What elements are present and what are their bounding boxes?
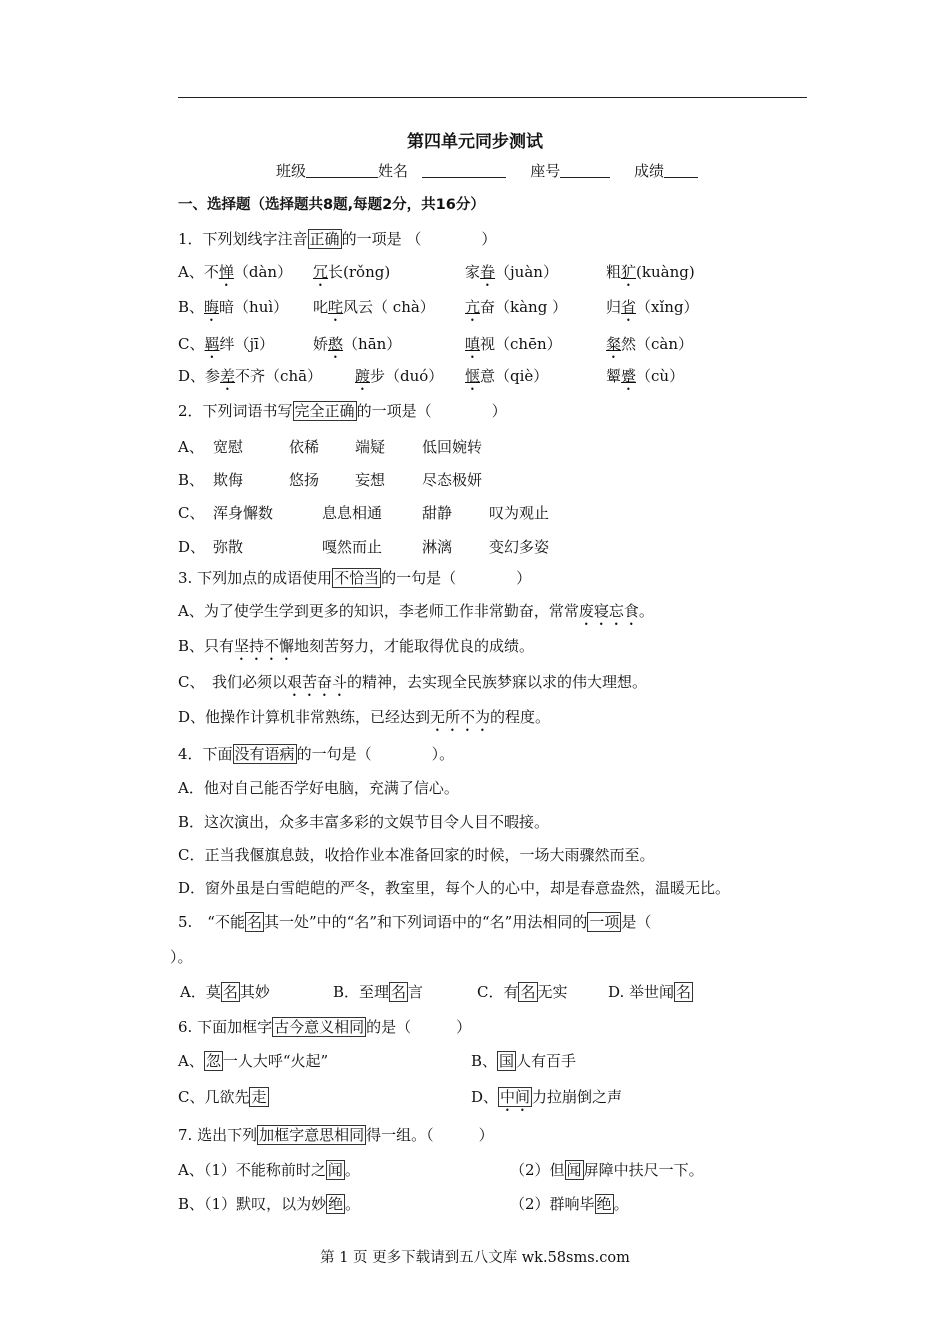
page-footer: 第 1 页 更多下载请到五八文库 wk.58sms.com bbox=[320, 1250, 630, 1266]
q6-option-d: D、 中间 力拉崩倒之声 bbox=[471, 1088, 623, 1106]
q3-option-d: D、他操作计算机非常熟练，已经达到无所不为的程度。 bbox=[178, 708, 551, 726]
q3-option-b: B、只有坚持不懈地刻苦努力，才能取得优良的成绩。 bbox=[178, 637, 535, 655]
q1-stem: 1．下列划线字注音 bbox=[178, 230, 308, 248]
q6-option-b: B、 国 人有百手 bbox=[471, 1052, 577, 1070]
q1-option-d3: 惬意（qiè） bbox=[465, 367, 549, 385]
q2-word: 宽慰 bbox=[213, 438, 244, 456]
question-7 bbox=[178, 1125, 494, 1145]
page-title: 第四单元同步测试 bbox=[407, 132, 543, 152]
q2-word: 淋漓 bbox=[422, 538, 453, 556]
q2-word: 尽态极妍 bbox=[422, 471, 483, 489]
seat-label: 座号 bbox=[530, 162, 561, 180]
q7-stem-end: 得一组。（ ） bbox=[366, 1126, 494, 1144]
q1-option-b3: 亢奋（kàng ） bbox=[465, 298, 568, 316]
q4-option-c: C．正当我偃旗息鼓，收拾作业本准备回家的时候，一场大雨骤然而至。 bbox=[178, 846, 655, 864]
seat-blank[interactable] bbox=[560, 162, 610, 178]
q1-option-c2: 娇憨（hān） bbox=[313, 335, 402, 353]
q2-option-d: D、 bbox=[178, 538, 206, 556]
q2-option-c: C、 bbox=[178, 504, 205, 522]
q4-stem-end: 的一句是（ ）。 bbox=[296, 745, 455, 763]
q2-keyword: 完全正确 bbox=[294, 402, 355, 420]
q3-stem: 3. 下列加点的成语使用 bbox=[178, 569, 333, 587]
q2-word: 息息相通 bbox=[322, 504, 383, 522]
question-1 bbox=[178, 229, 496, 249]
q4-option-a: A．他对自己能否学好电脑，充满了信心。 bbox=[178, 779, 459, 797]
q2-word: 依稀 bbox=[289, 438, 320, 456]
q4-keyword: 没有语病 bbox=[234, 745, 295, 763]
q2-word: 嘎然而止 bbox=[322, 538, 383, 556]
q1-option-c: C、羁绊（jī） bbox=[178, 335, 274, 353]
q1-option-a4: 粗犷(kuàng) bbox=[606, 263, 695, 281]
score-blank[interactable] bbox=[664, 162, 698, 178]
q4-option-d: D．窗外虽是白雪皑皑的严冬，教室里，每个人的心中，却是春意盎然，温暖无比。 bbox=[178, 879, 731, 897]
q3-option-c: C、 我们必须以艰苦奋斗的精神，去实现全民族梦寐以求的伟大理想。 bbox=[178, 673, 648, 691]
section-heading: 一、选择题（选择题共8题,每题2分，共16分） bbox=[178, 197, 485, 213]
q7-option-b2: （2）群响毕 绝 。 bbox=[510, 1195, 629, 1213]
q5-option-c: C．有 名 无实 bbox=[477, 983, 568, 1001]
q6-stem: 6. 下面加框字 bbox=[178, 1018, 273, 1036]
q1-option-d2: 踱步（duó） bbox=[355, 367, 444, 385]
q5-option-d: D. 举世闻 名 bbox=[608, 983, 692, 1001]
q1-option-a2: 冗长(rǒng) bbox=[313, 263, 391, 281]
q7-option-a2: （2）但 闻 屏障中扶尺一下。 bbox=[510, 1161, 704, 1179]
q2-word: 变幻多姿 bbox=[489, 538, 550, 556]
q6-option-a: A、 忽 一人大呼“火起” bbox=[178, 1052, 329, 1070]
q2-stem: 2．下列词语书写 bbox=[178, 402, 293, 420]
score-label: 成绩 bbox=[634, 162, 665, 180]
q1-option-c4: 粲然（càn） bbox=[606, 335, 694, 353]
q1-option-a: A、不惮（dàn） bbox=[178, 263, 293, 281]
q2-word: 端疑 bbox=[355, 438, 386, 456]
q6-stem-end: 的是（ ） bbox=[366, 1018, 472, 1036]
q1-option-d4: 颦蹙（cù） bbox=[606, 367, 685, 385]
q1-option-b2: 叱咤风云（ chà） bbox=[313, 298, 435, 316]
q2-word: 浑身懈数 bbox=[213, 504, 274, 522]
q1-stem-end: 的一项是 （ ） bbox=[341, 230, 497, 248]
q6-keyword: 古今意义相同 bbox=[274, 1018, 365, 1036]
q2-word: 欺侮 bbox=[213, 471, 244, 489]
q5-option-a: A．莫 名 其妙 bbox=[180, 983, 270, 1001]
q1-option-a3: 家眷（juàn） bbox=[465, 263, 558, 281]
q4-stem: 4．下面 bbox=[178, 745, 233, 763]
q6-option-c: C、几欲先 走 bbox=[178, 1088, 267, 1106]
question-6 bbox=[178, 1017, 471, 1037]
top-rule bbox=[178, 97, 807, 98]
q4-option-b: B．这次演出，众多丰富多彩的文娱节目令人目不暇接。 bbox=[178, 813, 550, 831]
q1-option-c3: 嗔视（chēn） bbox=[465, 335, 562, 353]
q3-stem-end: 的一句是（ ） bbox=[381, 569, 532, 587]
q1-option-d: D、参差不齐（chā） bbox=[178, 367, 323, 385]
q5-stem-end: ）。 bbox=[170, 948, 193, 966]
q2-word: 甜静 bbox=[422, 504, 453, 522]
q7-option-b1: B、（1）默叹，以为妙 绝 。 bbox=[178, 1195, 361, 1213]
name-label: 姓名 bbox=[378, 162, 409, 180]
q2-option-b: B、 bbox=[178, 471, 205, 489]
q2-word: 低回婉转 bbox=[422, 438, 483, 456]
q2-word: 妄想 bbox=[355, 471, 386, 489]
q7-stem: 7. 选出下列 bbox=[178, 1126, 258, 1144]
q1-option-b4: 归省（xǐng） bbox=[606, 298, 699, 316]
q3-keyword: 不恰当 bbox=[334, 569, 380, 587]
q2-word: 叹为观止 bbox=[489, 504, 550, 522]
name-blank[interactable] bbox=[422, 162, 506, 178]
q7-option-a1: A、（1）不能称前时之 闻 。 bbox=[178, 1161, 360, 1179]
q2-word: 弥散 bbox=[213, 538, 244, 556]
question-4 bbox=[178, 744, 454, 764]
q3-option-a: A、为了使学生学到更多的知识，李老师工作非常勤奋，常常废寝忘食。 bbox=[178, 602, 654, 620]
q2-word: 悠扬 bbox=[289, 471, 320, 489]
class-blank[interactable] bbox=[306, 162, 378, 178]
question-3 bbox=[178, 568, 531, 588]
q7-keyword: 加框字意思相同 bbox=[259, 1126, 365, 1144]
question-5: 5. “不能 名 其一处”中的“名”和下列词语中的“名”用法相同的 一项 是（ bbox=[178, 913, 652, 931]
q1-keyword: 正确 bbox=[309, 230, 340, 248]
q5-option-b: B．至理 名 言 bbox=[333, 983, 424, 1001]
q2-stem-end: 的一项是（ ） bbox=[356, 402, 507, 420]
student-info-row bbox=[276, 161, 698, 181]
class-label: 班级 bbox=[276, 162, 307, 180]
q2-option-a: A、 bbox=[178, 438, 204, 456]
q1-option-b: B、晦暗（huì） bbox=[178, 298, 289, 316]
question-2 bbox=[178, 401, 507, 421]
